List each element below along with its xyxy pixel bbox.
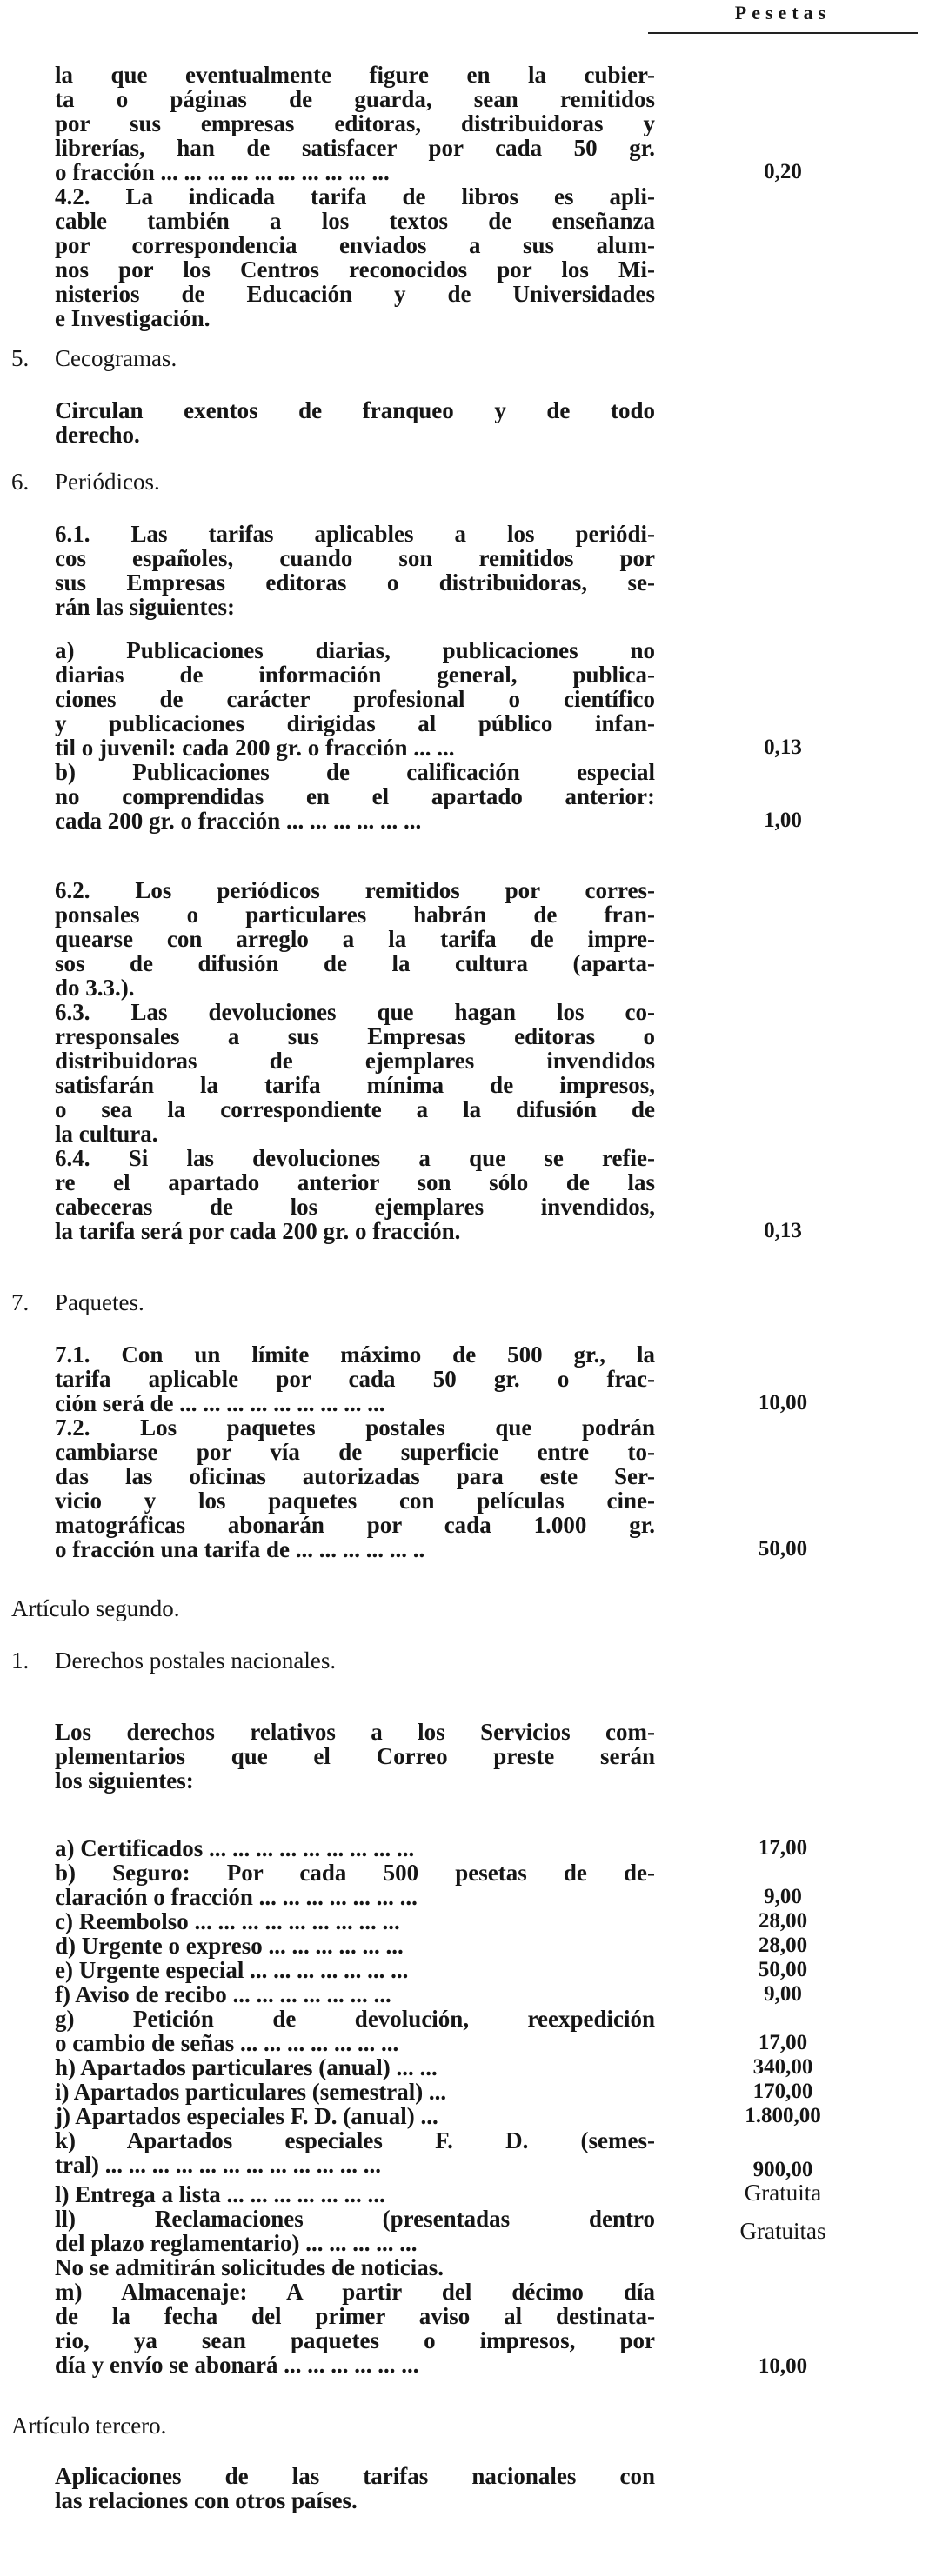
- text-line: l) Entrega a lista ... ... ... ... ... ... ...: [55, 2181, 385, 2207]
- amount-a: 17,00: [758, 1836, 808, 1860]
- item-m-almacenaje: [55, 2280, 655, 2377]
- amount-e: 50,00: [758, 1958, 808, 1981]
- paragraph-book-rate: [55, 63, 655, 184]
- text-line: o fracción ... ... ... ... ... ... ... ... ... ...: [55, 159, 390, 185]
- item-6-a: [55, 638, 655, 760]
- paragraph-6-1: [55, 522, 655, 619]
- text-line: e) Urgente especial ... ... ... ... ... ... ...: [55, 1957, 409, 1983]
- text-line: No se admitirán solicitudes de noticias.: [55, 2254, 444, 2280]
- heading-title: Derechos postales nacionales.: [55, 1647, 337, 1674]
- amount-7-1: 10,00: [758, 1391, 808, 1414]
- text-line: g) Petición de devolución, reexpedición: [55, 2006, 655, 2032]
- text-line: m) Almacenaje: A partir del décimo día: [55, 2279, 655, 2305]
- paragraph-derechos-intro: [55, 1720, 655, 1793]
- text-line: los siguientes:: [55, 1767, 194, 1794]
- text-line: derecho.: [55, 422, 140, 448]
- text-line: a) Publicaciones diarias, publicaciones no: [55, 637, 655, 663]
- text-line: librerías, han de satisfacer por cada 50 gr.: [55, 135, 655, 161]
- text-line: k) Apartados especiales F. D. (semes-: [55, 2127, 655, 2153]
- amount-f: 9,00: [764, 1982, 802, 2006]
- text-line: b) Seguro: Por cada 500 pesetas de de-: [55, 1860, 655, 1886]
- paragraph-6-2: [55, 878, 655, 1000]
- text-line: sos de difusión de la cultura (aparta-: [55, 950, 655, 976]
- text-line: e Investigación.: [55, 305, 211, 331]
- paragraph-art3: [55, 2464, 655, 2513]
- article-segundo: Artículo segundo.: [11, 1595, 180, 1621]
- text-line: j) Apartados especiales F. D. (anual) ...: [55, 2103, 438, 2129]
- amount-b: 9,00: [764, 1885, 802, 1908]
- heading-number: 7.: [11, 1289, 30, 1315]
- text-line: del plazo reglamentario) ... ... ... ... ...: [55, 2230, 418, 2256]
- text-line: las relaciones con otros países.: [55, 2487, 358, 2513]
- text-line: satisfarán la tarifa mínima de impresos,: [55, 1072, 655, 1098]
- amount-h: 340,00: [752, 2055, 813, 2079]
- text-line: d) Urgente o expreso ... ... ... ... ... ...: [55, 1933, 404, 1959]
- text-line: das las oficinas autorizadas para este Ser-: [55, 1463, 655, 1489]
- text-line: Circulan exentos de franqueo y de todo: [55, 397, 655, 423]
- amount-d: 28,00: [758, 1934, 808, 1957]
- amount-6-4: 0,13: [764, 1219, 802, 1242]
- text-line: diarias de información general, publica-: [55, 662, 655, 688]
- text-line: cada 200 gr. o fracción ... ... ... ... ... ...: [55, 808, 422, 834]
- note-noticias: [55, 2255, 655, 2280]
- heading-cecogramas: [11, 346, 620, 370]
- text-line: tarifa aplicable por cada 50 gr. o frac-: [55, 1366, 655, 1392]
- item-i-apartados-semestral: [55, 2080, 655, 2104]
- amount-6-a: 0,13: [764, 736, 802, 759]
- text-line: h) Apartados particulares (anual) ... ...: [55, 2054, 438, 2080]
- text-line: ll) Reclamaciones (presentadas dentro: [55, 2206, 655, 2232]
- text-line: ponsales o particulares habrán de fran-: [55, 902, 655, 928]
- text-line: nisterios de Educación y de Universidades: [55, 281, 655, 307]
- text-line: ción será de ... ... ... ... ... ... ... ... ...: [55, 1390, 385, 1416]
- paragraph-4-2: [55, 184, 655, 330]
- paragraph-7-2: [55, 1415, 655, 1561]
- text-line: rresponsales a sus Empresas editoras o: [55, 1023, 655, 1049]
- item-f-aviso: [55, 1982, 655, 2007]
- heading-title: Periódicos.: [55, 469, 160, 495]
- text-line: la tarifa será por cada 200 gr. o fracción.: [55, 1218, 461, 1244]
- paragraph-7-1: [55, 1342, 655, 1415]
- text-line: la cultura.: [55, 1121, 158, 1147]
- item-b-seguro: [55, 1860, 655, 1909]
- header-rule: [648, 32, 918, 34]
- item-d-urgente: [55, 1934, 655, 1958]
- text-line: 6.4. Si las devoluciones a que se refie-: [55, 1145, 655, 1171]
- text-line: ta o páginas de guarda, sean remitidos: [55, 86, 655, 112]
- item-ll-reclamaciones: [55, 2207, 655, 2255]
- text-line: matográficas abonarán por cada 1.000 gr.: [55, 1512, 655, 1538]
- heading-number: 5.: [11, 345, 30, 371]
- amount-c: 28,00: [758, 1909, 808, 1933]
- text-line: Los derechos relativos a los Servicios com-: [55, 1719, 655, 1745]
- text-line: distribuidoras de ejemplares invendidos: [55, 1048, 655, 1074]
- text-line: sus Empresas editoras o distribuidoras, se-: [55, 569, 655, 596]
- text-line: c) Reembolso ... ... ... ... ... ... ... ... ...: [55, 1908, 400, 1934]
- item-c-reembolso: [55, 1909, 655, 1934]
- paragraph-6-3: [55, 1000, 655, 1146]
- amount-i: 170,00: [752, 2080, 813, 2103]
- text-line: rio, ya sean paquetes o impresos, por: [55, 2327, 655, 2353]
- text-line: 4.2. La indicada tarifa de libros es apli-: [55, 183, 655, 210]
- text-line: o sea la correspondiente a la difusión de: [55, 1096, 655, 1122]
- article-tercero: Artículo tercero.: [11, 2413, 167, 2439]
- item-h-apartados-anual: [55, 2055, 655, 2080]
- text-line: f) Aviso de recibo ... ... ... ... ... ... ...: [55, 1981, 391, 2007]
- text-line: y publicaciones dirigidas al público infan-: [55, 710, 655, 736]
- text-line: 6.3. Las devoluciones que hagan los co-: [55, 999, 655, 1025]
- paragraph-6-4: [55, 1146, 655, 1243]
- amount-l: Gratuita: [744, 2180, 822, 2206]
- item-k-especiales-semestral: [55, 2128, 655, 2177]
- text-line: til o juvenil: cada 200 gr. o fracción ... ...: [55, 735, 455, 761]
- text-line: ciones de carácter profesional o científico: [55, 686, 655, 712]
- paragraph-cecogramas: [55, 398, 655, 447]
- text-line: la que eventualmente figure en la cubier-: [55, 62, 655, 88]
- amount-g: 17,00: [758, 2031, 808, 2054]
- text-line: vicio y los paquetes con películas cine-: [55, 1488, 655, 1514]
- text-line: 6.1. Las tarifas aplicables a los periódi-: [55, 521, 655, 547]
- column-header: [648, 0, 918, 35]
- text-line: de la fecha del primer aviso al destinata-: [55, 2303, 655, 2329]
- text-line: re el apartado anterior son sólo de las: [55, 1169, 655, 1195]
- text-line: cable también a los textos de enseñanza: [55, 208, 655, 234]
- heading-title: Paquetes.: [55, 1289, 144, 1315]
- text-line: por correspondencia enviados a sus alum-: [55, 232, 655, 258]
- amount-6-b: 1,00: [764, 809, 802, 832]
- heading-paquetes: [11, 1290, 620, 1315]
- text-line: rán las siguientes:: [55, 594, 236, 620]
- heading-number: 1.: [11, 1647, 30, 1674]
- text-line: nos por los Centros reconocidos por los Mi-: [55, 256, 655, 283]
- amount-k: 900,00: [752, 2158, 813, 2181]
- heading-title: Cecogramas.: [55, 345, 177, 371]
- text-line: Aplicaciones de las tarifas nacionales con: [55, 2463, 655, 2489]
- text-line: cos españoles, cuando son remitidos por: [55, 545, 655, 571]
- amount-m: 10,00: [758, 2354, 808, 2378]
- text-line: 7.1. Con un límite máximo de 500 gr., la: [55, 1341, 655, 1368]
- text-line: cabeceras de los ejemplares invendidos,: [55, 1194, 655, 1220]
- text-line: día y envío se abonará ... ... ... ... ... ...: [55, 2352, 419, 2378]
- item-e-urgente-especial: [55, 1958, 655, 1982]
- item-j-especiales-anual: [55, 2104, 655, 2128]
- text-line: no comprendidas en el apartado anterior:: [55, 783, 655, 809]
- text-line: tral) ... ... ... ... ... ... ... ... ... ... ... ...: [55, 2152, 381, 2178]
- heading-derechos: [11, 1648, 620, 1673]
- amount-book-rate: 0,20: [764, 160, 802, 183]
- text-line: 6.2. Los periódicos remitidos por corres-: [55, 877, 655, 903]
- text-line: b) Publicaciones de calificación especial: [55, 759, 655, 785]
- text-line: do 3.3.).: [55, 975, 135, 1001]
- amount-ll: Gratuitas: [739, 2218, 826, 2244]
- currency-header: Pesetas: [734, 2, 832, 23]
- item-g-devolucion: [55, 2007, 655, 2055]
- text-line: claración o fracción ... ... ... ... ... ... ...: [55, 1884, 418, 1910]
- text-line: 7.2. Los paquetes postales que podrán: [55, 1414, 655, 1441]
- heading-periodicos: [11, 469, 620, 494]
- text-line: quearse con arreglo a la tarifa de impre-: [55, 926, 655, 952]
- text-line: o cambio de señas ... ... ... ... ... ... ...: [55, 2030, 399, 2056]
- item-a-certificados: [55, 1836, 655, 1860]
- text-line: plementarios que el Correo preste serán: [55, 1743, 655, 1769]
- text-line: a) Certificados ... ... ... ... ... ... ... ... ...: [55, 1835, 415, 1861]
- text-line: o fracción una tarifa de ... ... ... ... ... ..: [55, 1536, 425, 1562]
- text-line: cambiarse por vía de superficie entre to-: [55, 1439, 655, 1465]
- heading-number: 6.: [11, 469, 30, 495]
- text-line: i) Apartados particulares (semestral) ...: [55, 2079, 447, 2105]
- amount-7-2: 50,00: [758, 1537, 808, 1561]
- item-l-lista: [55, 2182, 655, 2207]
- text-line: por sus empresas editoras, distribuidoras y: [55, 110, 655, 136]
- amount-j: 1.800,00: [745, 2104, 821, 2127]
- item-6-b: [55, 760, 655, 833]
